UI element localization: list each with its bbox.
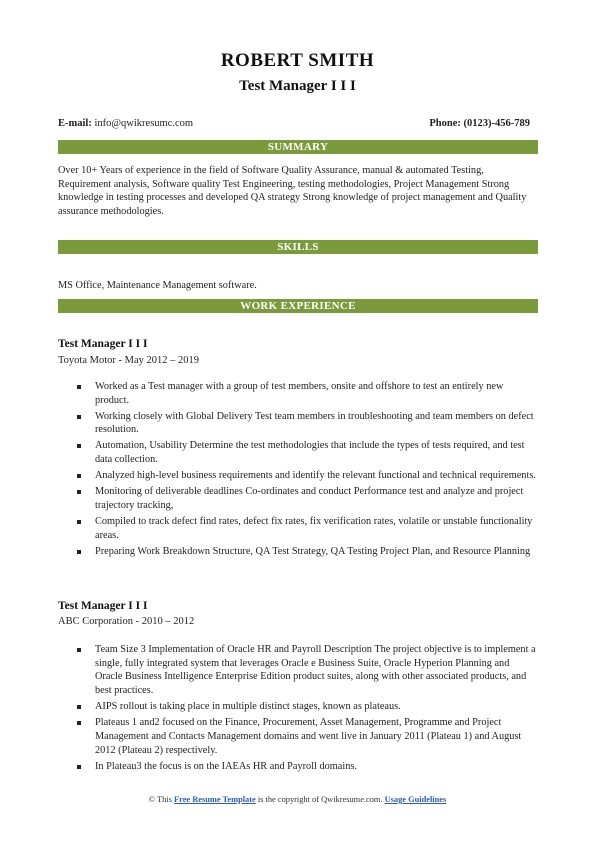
skills-heading: SKILLS: [58, 240, 538, 254]
phone-label: Phone:: [429, 118, 461, 129]
list-item: Working closely with Global Delivery Test team members in troubleshooting and team members on defect resolution.: [58, 410, 538, 437]
phone-line: [429, 117, 530, 131]
summary-text: Over 10+ Years of experience in the field of Software Quality Assurance, manual & automated Testing, Requirement analysis, Software quality Test Engineering, testing methodologies, Project Management Strong knowledge in testing processes and developed QA strategy Strong knowledge of project management and Quality assurance methodologies.: [58, 165, 527, 218]
job-company: ABC Corporation - 2010 – 2012: [58, 616, 195, 627]
list-item: Plateaus 1 and2 focused on the Finance, Procurement, Asset Management, Programme and Project Management and Contacts Management domains and went live in January 2011 (Plateau 1) and August 2012 (Plateau 2) respectively.: [58, 716, 538, 757]
job-company: Toyota Motor - May 2012 – 2019: [58, 355, 200, 366]
bullet-icon: [77, 520, 81, 524]
footer-copyright-text: is the copyright of Qwikresume.com.: [257, 795, 383, 804]
phone-value: (0123)-456-789: [463, 118, 530, 129]
footer-prefix: © This: [148, 795, 172, 804]
footer: [0, 795, 595, 804]
job-title: Test Manager I I I: [58, 600, 148, 612]
bullet-icon: [77, 415, 81, 419]
email-line: [58, 117, 193, 131]
job-bullets: [58, 380, 538, 561]
list-item: Monitoring of deliverable deadlines Co-ordinates and conduct Performance test and analyze and project trajectory tracking,: [58, 485, 538, 512]
bullet-icon: [77, 721, 81, 725]
bullet-icon: [77, 385, 81, 389]
bullet-icon: [77, 705, 81, 709]
summary-heading: SUMMARY: [58, 140, 538, 154]
list-item: Worked as a Test manager with a group of test members, onsite and offshore to test an entirely new product.: [58, 380, 538, 407]
list-item: Automation, Usability Determine the test methodologies that include the types of tests required, and test data collection.: [58, 439, 538, 466]
list-item: Analyzed high-level business requirements and identify the relevant functional and technical requirements.: [58, 469, 538, 483]
work-experience-heading: WORK EXPERIENCE: [58, 299, 538, 313]
list-item: Team Size 3 Implementation of Oracle HR and Payroll Description The project objective is to implement a single, fully integrated system that leverages Oracle e Business Suite, Oracle Hyperion Planning and Oracle Business Intelligence Enterprise Edition product suites, along with other associated products, and best practices.: [58, 643, 538, 698]
list-item: AIPS rollout is taking place in multiple distinct stages, known as plateaus.: [58, 700, 538, 714]
bullet-icon: [77, 444, 81, 448]
candidate-title: Test Manager I I I: [239, 78, 356, 94]
list-item: Preparing Work Breakdown Structure, QA Test Strategy, QA Testing Project Plan, and Resource Planning: [58, 545, 538, 559]
skills-text: MS Office, Maintenance Management software.: [58, 280, 257, 291]
usage-guidelines-link[interactable]: Usage Guidelines: [384, 795, 447, 804]
list-item: Compiled to track defect find rates, defect fix rates, fix verification rates, volatile or unstable functionality areas.: [58, 515, 538, 542]
contact-row: [58, 117, 530, 131]
bullet-icon: [77, 474, 81, 478]
bullet-icon: [77, 490, 81, 494]
email-label: E-mail:: [58, 118, 92, 129]
job-bullets: [58, 643, 538, 776]
list-item: In Plateau3 the focus is on the IAEAs HR and Payroll domains.: [58, 760, 538, 774]
candidate-name: ROBERT SMITH: [220, 50, 375, 71]
email-value[interactable]: info@qwikresumc.com: [94, 118, 194, 129]
bullet-icon: [77, 550, 81, 554]
bullet-icon: [77, 765, 81, 769]
bullet-icon: [77, 648, 81, 652]
job-title: Test Manager I I I: [58, 338, 148, 350]
free-resume-template-link[interactable]: Free Resume Template: [174, 795, 256, 804]
